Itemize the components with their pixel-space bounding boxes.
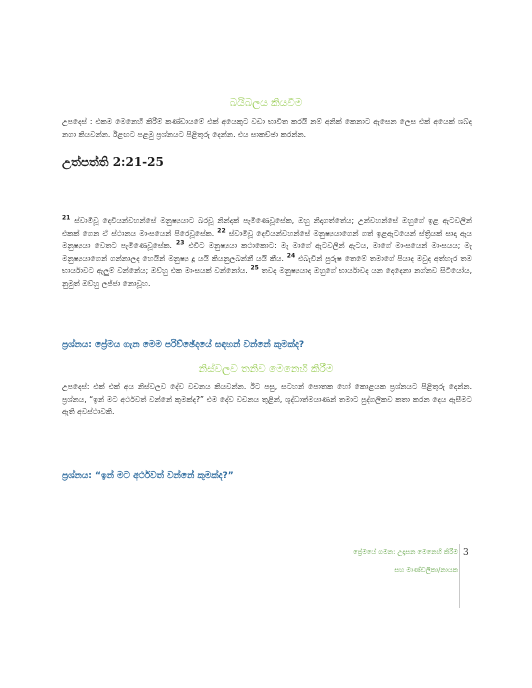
verse-number: 24 bbox=[286, 251, 296, 259]
reading-heading: බයිබලය කියවීම bbox=[229, 97, 303, 109]
verse-number: 25 bbox=[250, 264, 259, 272]
verse-text: ස්වාමිවූ දෙවියන්වහන්සේ මනුෂ්‍යයාට බරවූ නින්දක් පැමිණෙවූසේක, ඔහු නිදාගත්තේය; උන්වහන්සේ ඔහුගේ ඉළ ඇටවලින් එකක් ගෙන ඒ ස්ථානය මාංසයෙන් පිරෙවූසේක. bbox=[62, 216, 472, 238]
verse-number: 21 bbox=[62, 214, 71, 222]
page-number: 3 bbox=[463, 548, 469, 558]
footer-divider bbox=[459, 544, 460, 608]
meditation-heading: නිස්වලව තනිව මෙනෙහි කිරීම bbox=[198, 363, 334, 375]
footer-title: ප්‍රේමයේ ගමන: උදෑසන මෙනෙහි කිරීම bbox=[353, 548, 458, 556]
question-meaning: ප්‍රශ්නය: “ඉන් මට අර්ථවත් වන්නේ කුමක්ද?” bbox=[62, 471, 234, 481]
verse-text: එබැවින් පුරුෂ තෙමේ තමාගේ පියාද මවුද අත්හැර තම භාර්යාවට ඇලුම් වන්නේය; ඔව්හු එක මාංසයක් වන්නෝය. bbox=[62, 253, 472, 275]
verse-number: 23 bbox=[176, 239, 185, 247]
footer-subtitle: සහ මාණ්ඩලිකා/නායක bbox=[394, 566, 458, 574]
reading-instructions: උපදෙස් : එකම මෙනෙහි කිරීම් කණ්ඩායමේ එක් අයෙකුට වඩා භාවිත කරයි නම් අනික් කෙනාට ඇසෙන ලෙස එක් අයෙක් ශබ්ද නගා කියවන්න. ඊළඟට පළමු ප්‍රශ්නයට පිළිතුරු දෙන්න. එය සාකච්ඡා කරන්න. bbox=[62, 117, 472, 139]
scripture-reference: උත්පත්ති 2:21-25 bbox=[62, 155, 164, 169]
question-love: ප්‍රශ්නය: ප්‍රේමය ගැන මෙම පරිච්ඡේදයේ සඳහන් වන්නේ කුමක්ද? bbox=[62, 340, 305, 350]
verse-number: 22 bbox=[217, 226, 226, 234]
verse-text: ස්වාමිවූ දෙවියන්වහන්සේ මනුෂ්‍යයාගෙන් ගත් ඉළඇටයෙන් ස්ත්‍රියක් සාදා ඇය මනුෂ්‍යයා වෙතට පැමිණෙවූසේක. bbox=[62, 228, 473, 250]
scripture-passage bbox=[62, 215, 472, 290]
meditation-instructions: උපදෙස්: එක් එක් අය නිස්වලව දේව වචනය කියවන්න. ඊට පසු, සටහන් පොතක හෝ කොළයක ප්‍රශ්නයට පිළිතුරු දෙන්න. ප්‍රශ්නය, “ඉන් මට අර්ථවත් වන්නේ කුමක්ද?” එම දේව වචනය තුළින්, ශුද්ධාත්මයාණන් තමාට පුද්ගලිකව කතා කරන දෙය ඇසීමට ඇති අවස්ථාවකි. bbox=[62, 382, 472, 416]
verse-text: එවිට මනුෂ්‍යයා කථාකොට: මැ මාගේ ඇටවලින් ඇටය, මාගේ මාංසයෙන් මාංසයය; මැ මනුෂ්‍යයාගෙන් ගන්නාලද හෙයින් මනුෂ්‍ය දූ යයි කියනුලබන්නී යයි කීය. bbox=[62, 241, 472, 263]
verse-text: තවද මනුෂ්‍යයාද ඔහුගේ භාර්යාවද යන දෙදෙනා නග්නව සිටියෝය, නුමුත් ඔව්හු ලජ්ජා නොවූහ. bbox=[62, 266, 472, 288]
